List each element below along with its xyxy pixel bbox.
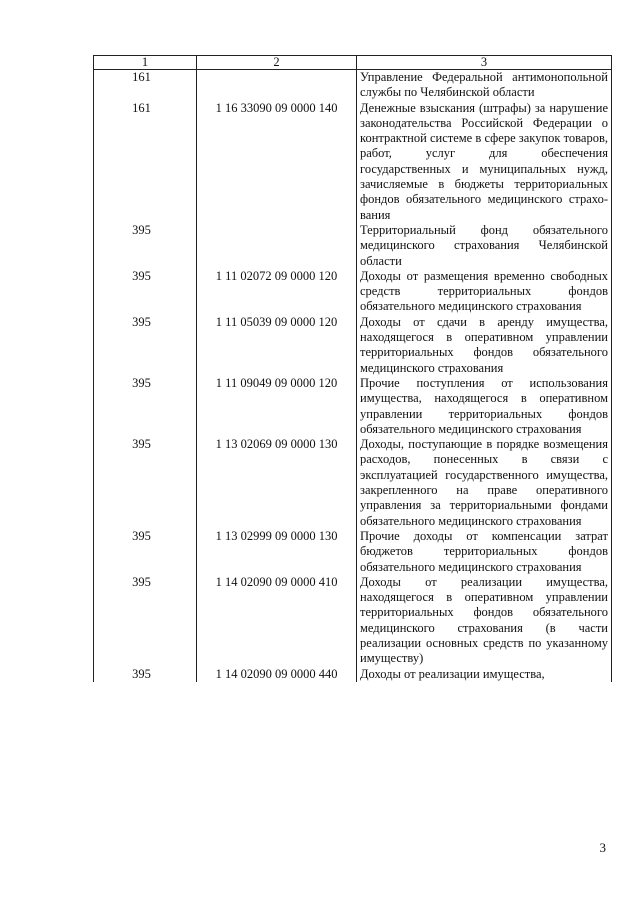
description-cell: Доходы от сдачи в аренду имущества, находящегося в оперативном управлении территориальных фондов обязательного медицинского страхования xyxy=(357,315,612,376)
revenue-codes-table xyxy=(93,55,612,682)
description-cell: Доходы от размещения временно свободных средств территориальных фондов обязательного медицинского страхования xyxy=(357,269,612,315)
admin-code-cell: 395 xyxy=(94,529,197,575)
description-cell: Денежные взыскания (штрафы) за нарушение законодательства Российской Федерации о контрактной системе в сфере закупок товаров, работ, услуг для обеспечения государственных и муниципальных нужд, зачисляемые в бюджеты территориальных фондов обязательного медицинского страхования xyxy=(357,101,612,223)
revenue-code-cell xyxy=(197,70,357,101)
description-cell: Прочие доходы от компенсации затрат бюджетов территориальных фондов обязательного медицинского страхования xyxy=(357,529,612,575)
table-row xyxy=(94,667,612,682)
revenue-code-cell: 1 14 02090 09 0000 410 xyxy=(197,575,357,667)
revenue-code-cell: 1 13 02999 09 0000 130 xyxy=(197,529,357,575)
admin-code-cell: 161 xyxy=(94,70,197,101)
column-header-3: 3 xyxy=(357,56,612,70)
table-row xyxy=(94,437,612,529)
admin-code-cell: 395 xyxy=(94,575,197,667)
description-cell: Доходы, поступающие в порядке возмещения расходов, понесенных в связи с эксплуатацией государственного имущества, закрепленного на праве оперативного управления за территориальными фондами обязательного медицинского страхования xyxy=(357,437,612,529)
revenue-code-cell: 1 11 02072 09 0000 120 xyxy=(197,269,357,315)
page-number: 3 xyxy=(599,840,606,855)
table-header-row xyxy=(94,56,612,70)
table-row xyxy=(94,269,612,315)
table-row xyxy=(94,70,612,101)
revenue-code-cell: 1 11 05039 09 0000 120 xyxy=(197,315,357,376)
admin-code-cell: 161 xyxy=(94,101,197,223)
column-header-1: 1 xyxy=(94,56,197,70)
admin-code-cell: 395 xyxy=(94,315,197,376)
admin-code-cell: 395 xyxy=(94,437,197,529)
description-cell: Доходы от реализации имущества, xyxy=(357,667,612,682)
table-row xyxy=(94,315,612,376)
revenue-code-cell: 1 14 02090 09 0000 440 xyxy=(197,667,357,682)
description-cell: Доходы от реализации имущества, находящегося в оперативном управлении территориальных фондов обязательного медицинского страхования (в части реализации основных средств по указанному имуществу) xyxy=(357,575,612,667)
revenue-code-cell xyxy=(197,223,357,269)
revenue-code-cell: 1 11 09049 09 0000 120 xyxy=(197,376,357,437)
table-row xyxy=(94,376,612,437)
description-cell: Управление Федеральной антимонопольной службы по Челябинской области xyxy=(357,70,612,101)
description-cell: Территориальный фонд обязательного медицинского страхования Челябинской области xyxy=(357,223,612,269)
admin-code-cell: 395 xyxy=(94,223,197,269)
table-row xyxy=(94,101,612,223)
table-row xyxy=(94,223,612,269)
revenue-code-cell: 1 16 33090 09 0000 140 xyxy=(197,101,357,223)
admin-code-cell: 395 xyxy=(94,376,197,437)
revenue-code-cell: 1 13 02069 09 0000 130 xyxy=(197,437,357,529)
table-row xyxy=(94,575,612,667)
table-row xyxy=(94,529,612,575)
admin-code-cell: 395 xyxy=(94,667,197,682)
admin-code-cell: 395 xyxy=(94,269,197,315)
description-cell: Прочие поступления от использования имущества, находящегося в оперативном управлении территориальных фондов обязательного медицинского страхования xyxy=(357,376,612,437)
column-header-2: 2 xyxy=(197,56,357,70)
